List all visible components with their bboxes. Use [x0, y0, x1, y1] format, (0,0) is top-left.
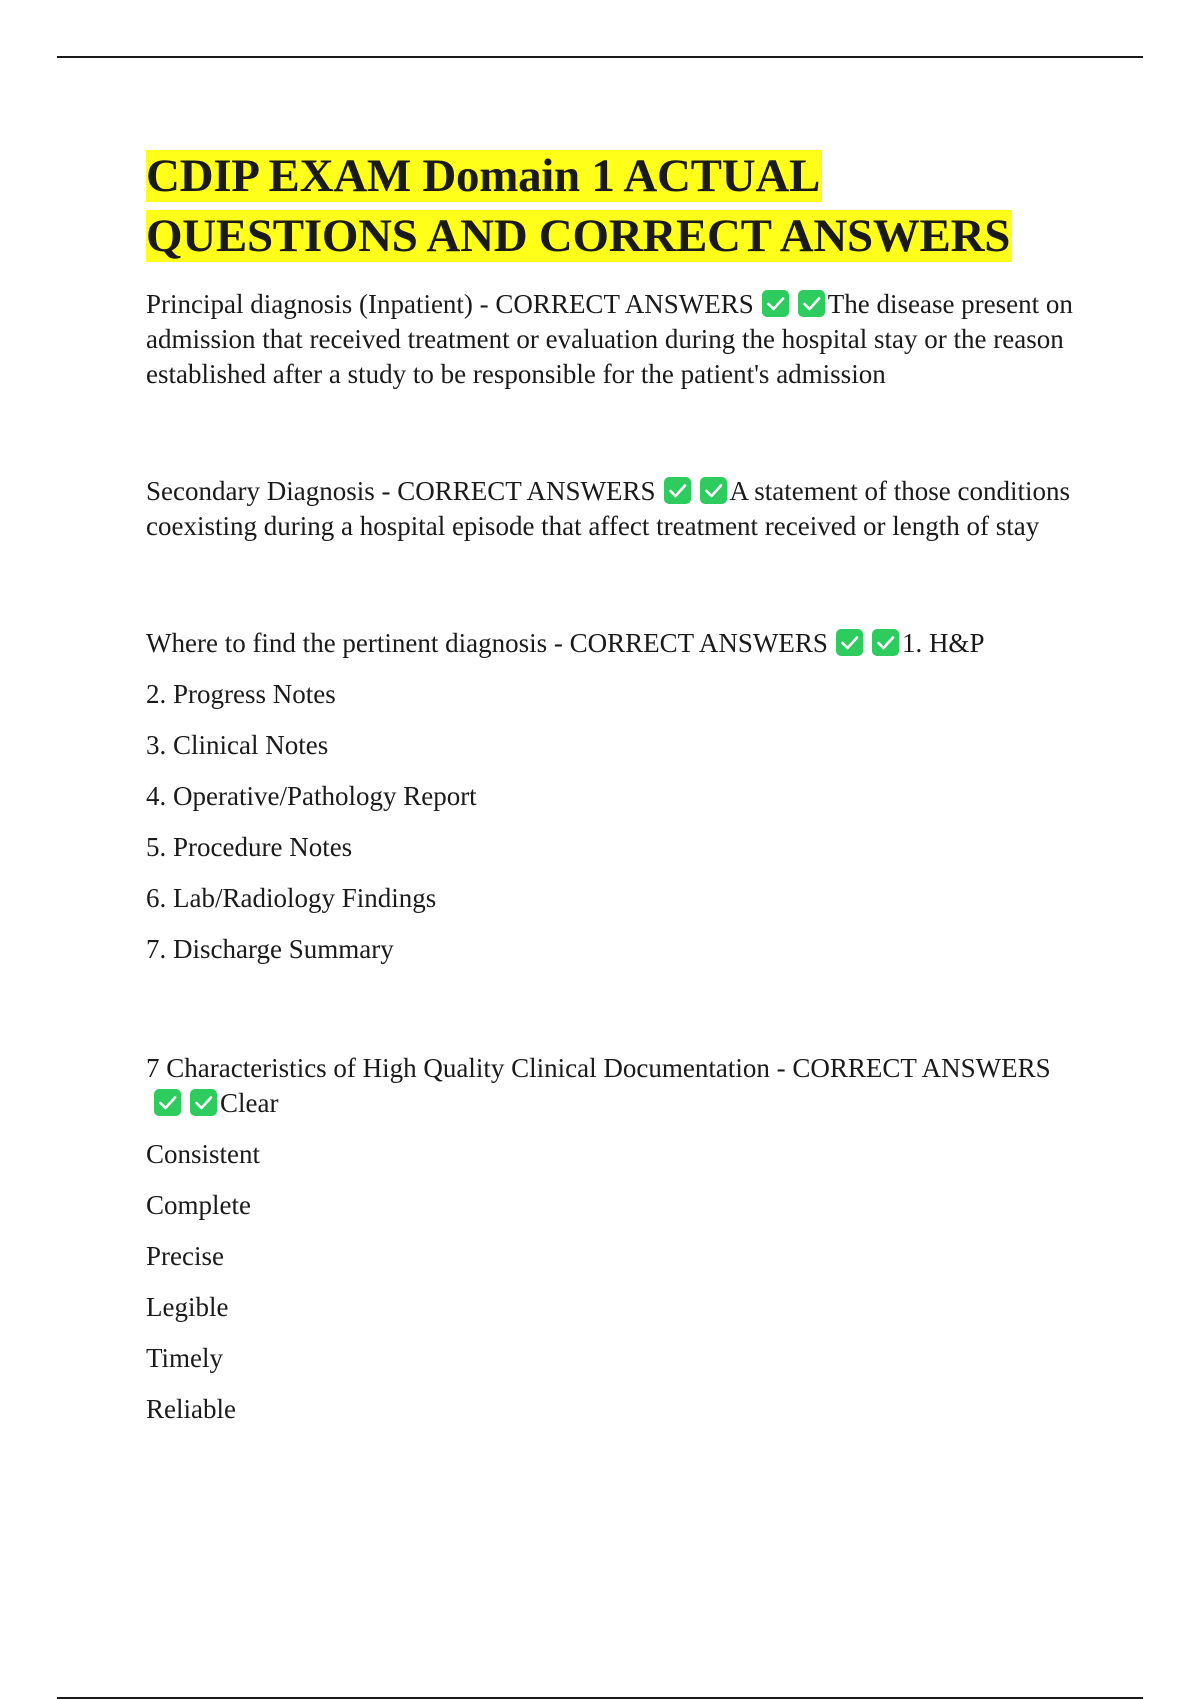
title-line-2: QUESTIONS AND CORRECT ANSWERS — [146, 210, 1011, 262]
check-mark-icon — [762, 290, 789, 317]
check-mark-icon — [154, 1089, 181, 1116]
question-text: Where to find the pertinent diagnosis - CORRECT ANSWERS — [146, 628, 828, 658]
list-item: 2. Progress Notes — [146, 679, 336, 709]
documentation-characteristics-list — [146, 1137, 1086, 1427]
check-mark-icon — [872, 629, 899, 656]
qa-item-documentation-characteristics — [146, 1051, 1086, 1121]
list-item: 7. Discharge Summary — [146, 934, 394, 964]
list-item: 4. Operative/Pathology Report — [146, 781, 477, 811]
list-item: Complete — [146, 1190, 251, 1220]
document-page — [146, 146, 1086, 1427]
check-mark-icon — [836, 629, 863, 656]
qa-item-secondary-diagnosis — [146, 474, 1086, 544]
footer-rule — [57, 1697, 1143, 1699]
list-item: 3. Clinical Notes — [146, 730, 329, 760]
qa-item-pertinent-diagnosis — [146, 626, 1086, 661]
list-item: Timely — [146, 1343, 224, 1373]
check-mark-icon — [798, 290, 825, 317]
question-text: Principal diagnosis (Inpatient) - CORRECT ANSWERS — [146, 289, 754, 319]
answer-text: The disease present on admission that received treatment or evaluation during the hospital stay or the reason established after a study to be responsible for the patient's admission — [146, 289, 1073, 389]
header-rule — [57, 56, 1143, 58]
question-text: Secondary Diagnosis - CORRECT ANSWERS — [146, 476, 656, 506]
title-line-1: CDIP EXAM Domain 1 ACTUAL — [146, 150, 821, 202]
list-item: Precise — [146, 1241, 224, 1271]
list-item: 6. Lab/Radiology Findings — [146, 883, 437, 913]
check-mark-icon — [190, 1089, 217, 1116]
question-text: 7 Characteristics of High Quality Clinical Documentation - CORRECT ANSWERS — [146, 1053, 1051, 1083]
list-item: Consistent — [146, 1139, 261, 1169]
answer-text: A statement of those conditions coexisting during a hospital episode that affect treatment received or length of stay — [146, 476, 1070, 541]
document-title — [146, 146, 1086, 266]
check-mark-icon — [700, 477, 727, 504]
pertinent-diagnosis-list — [146, 677, 1086, 967]
qa-item-principal-diagnosis — [146, 287, 1086, 392]
list-item: Reliable — [146, 1394, 236, 1424]
check-mark-icon — [664, 477, 691, 504]
list-item: Legible — [146, 1292, 229, 1322]
answer-text: 1. H&P — [901, 628, 985, 658]
list-item: 5. Procedure Notes — [146, 832, 353, 862]
answer-text: Clear — [220, 1088, 279, 1118]
